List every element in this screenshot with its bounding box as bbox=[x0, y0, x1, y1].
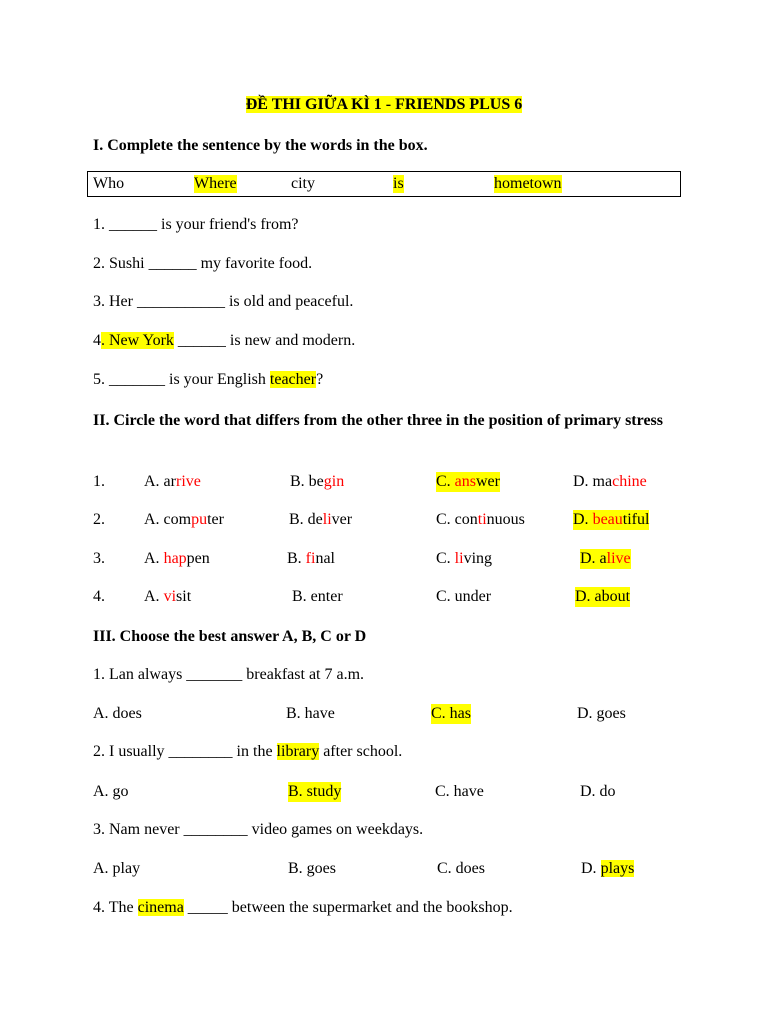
s3-question-1: 1. Lan always _______ breakfast at 7 a.m. bbox=[93, 666, 365, 683]
title-text: ĐỀ THI GIỮA KÌ 1 - FRIENDS PLUS 6 bbox=[245, 96, 523, 113]
s1-q4-rest: ______ is new and modern. bbox=[173, 332, 356, 349]
box-word-who: Who bbox=[93, 175, 125, 192]
s2-r2d-pre: D. bbox=[573, 511, 593, 528]
s3-q3-option-b: B. goes bbox=[288, 860, 336, 877]
s2-row1-option-c bbox=[436, 472, 500, 492]
s2-row2-number: 2. bbox=[93, 511, 105, 528]
s3-q2-pre: 2. I usually ________ in the bbox=[93, 743, 277, 760]
s2-r2d-stress: beau bbox=[592, 511, 623, 528]
s3-q3-option-d bbox=[581, 859, 634, 879]
s2-row1-option-d bbox=[573, 472, 647, 492]
s2-r3a-stress: hap bbox=[163, 550, 187, 567]
section1-heading: I. Complete the sentence by the words in the box. bbox=[93, 137, 428, 154]
section3-heading: III. Choose the best answer A, B, C or D bbox=[93, 628, 367, 645]
s3-q4-pre: 4. The bbox=[93, 899, 138, 916]
s2-r3d-stress: live bbox=[606, 550, 631, 567]
s2-r2c-post: nuous bbox=[486, 511, 525, 528]
s2-r2a-post: ter bbox=[207, 511, 224, 528]
s3-q1-option-c: C. has bbox=[431, 705, 471, 722]
s2-row4-option-c: C. under bbox=[436, 588, 492, 605]
s2-row1-option-a bbox=[144, 472, 201, 492]
s3-q2-option-a: A. go bbox=[93, 783, 129, 800]
s3-question-3: 3. Nam never ________ video games on weekdays. bbox=[93, 821, 424, 838]
s3-q1-option-d: D. goes bbox=[577, 705, 626, 722]
s2-row3-option-a bbox=[144, 549, 210, 569]
s2-r1c-stress: ans bbox=[454, 473, 476, 490]
s2-r4a-stress: vi bbox=[163, 588, 177, 605]
s1-q5-highlight: teacher bbox=[269, 371, 317, 388]
s3-q1-option-b: B. have bbox=[286, 705, 335, 722]
s2-r2b-stress: li bbox=[322, 511, 332, 528]
s2-row4-option-a bbox=[144, 587, 191, 607]
box-word-hometown: hometown bbox=[494, 175, 562, 192]
s2-r2b-post: ver bbox=[331, 511, 353, 528]
s2-r3c-pre: C. bbox=[436, 550, 455, 567]
s2-row3-option-d bbox=[580, 549, 631, 569]
s3-q1-option-a: A. does bbox=[93, 705, 142, 722]
s3-q2-option-b: B. study bbox=[288, 783, 342, 800]
s1-q5-post: ? bbox=[316, 371, 324, 388]
s1-question-3: 3. Her ___________ is old and peaceful. bbox=[93, 293, 354, 310]
s3-q4-highlight: cinema bbox=[137, 899, 184, 916]
s2-r2c-pre: C. con bbox=[436, 511, 478, 528]
s2-row4-option-d: D. about bbox=[575, 588, 631, 605]
s2-r3b-post: nal bbox=[315, 550, 335, 567]
s2-r3a-post: pen bbox=[186, 550, 210, 567]
s3-question-4 bbox=[93, 898, 513, 918]
s2-row1-option-b bbox=[290, 472, 344, 492]
s3-q2-post: after school. bbox=[319, 743, 403, 760]
s3-q2-option-c: C. have bbox=[435, 783, 484, 800]
s2-row3-number: 3. bbox=[93, 550, 105, 567]
s2-row2-option-c bbox=[436, 510, 525, 530]
s2-row4-number: 4. bbox=[93, 588, 105, 605]
s2-r1b-stress: gin bbox=[323, 473, 345, 490]
s2-row1-number: 1. bbox=[93, 473, 105, 490]
s2-r1c-post: wer bbox=[476, 473, 500, 490]
s1-question-4 bbox=[93, 331, 355, 351]
s2-r3c-stress: li bbox=[454, 550, 464, 567]
s2-r3b-stress: fi bbox=[305, 550, 316, 567]
s2-r3c-post: ving bbox=[463, 550, 493, 567]
s2-r3d-pre: D. a bbox=[580, 550, 607, 567]
s2-r2c-stress: ti bbox=[477, 511, 487, 528]
word-box bbox=[87, 171, 681, 197]
s1-question-5 bbox=[93, 370, 323, 390]
s1-q4-highlight: . New York bbox=[101, 332, 174, 349]
exam-title bbox=[0, 96, 768, 114]
s1-q4-number: 4 bbox=[93, 332, 101, 349]
s2-r4a-pre: A. bbox=[144, 588, 164, 605]
box-word-is: is bbox=[393, 175, 404, 192]
s2-row2-option-b bbox=[289, 510, 352, 530]
s2-r2a-stress: pu bbox=[191, 511, 208, 528]
box-word-where: Where bbox=[194, 175, 237, 192]
s3-q4-post: _____ between the supermarket and the bookshop. bbox=[183, 899, 513, 916]
s2-row3-option-c bbox=[436, 549, 492, 569]
s2-r3b-pre: B. bbox=[287, 550, 306, 567]
s2-r1b-pre: B. be bbox=[290, 473, 324, 490]
box-word-city: city bbox=[291, 175, 315, 192]
s3-q2-highlight: library bbox=[276, 743, 320, 760]
s3-q3-option-c: C. does bbox=[437, 860, 485, 877]
s2-row2-option-d bbox=[573, 510, 649, 530]
s3-q3d-word: plays bbox=[600, 860, 635, 877]
s2-r1d-pre: D. ma bbox=[573, 473, 613, 490]
s3-q3-option-a: A. play bbox=[93, 860, 141, 877]
s1-question-2: 2. Sushi ______ my favorite food. bbox=[93, 255, 313, 272]
s2-row3-option-b bbox=[287, 549, 335, 569]
s2-r2d-post: tiful bbox=[622, 511, 650, 528]
s3-q3d-prefix: D. bbox=[581, 860, 601, 877]
s2-r1a-stress: rive bbox=[175, 473, 201, 490]
s2-row2-option-a bbox=[144, 510, 224, 530]
s1-q5-pre: 5. _______ is your English bbox=[93, 371, 270, 388]
s3-q2-option-d: D. do bbox=[580, 783, 616, 800]
s2-r1d-stress: chine bbox=[612, 473, 647, 490]
s2-r2a-pre: A. com bbox=[144, 511, 192, 528]
s2-r4a-post: sit bbox=[176, 588, 192, 605]
s2-row4-option-b: B. enter bbox=[292, 588, 343, 605]
section2-heading: II. Circle the word that differs from the other three in the position of primary stress bbox=[93, 412, 663, 429]
s1-question-1: 1. ______ is your friend's from? bbox=[93, 216, 299, 233]
s2-r3a-pre: A. bbox=[144, 550, 164, 567]
s3-question-2 bbox=[93, 742, 402, 762]
s2-r1a-pre: A. ar bbox=[144, 473, 176, 490]
s2-r2b-pre: B. de bbox=[289, 511, 323, 528]
s2-r1c-pre: C. bbox=[436, 473, 455, 490]
